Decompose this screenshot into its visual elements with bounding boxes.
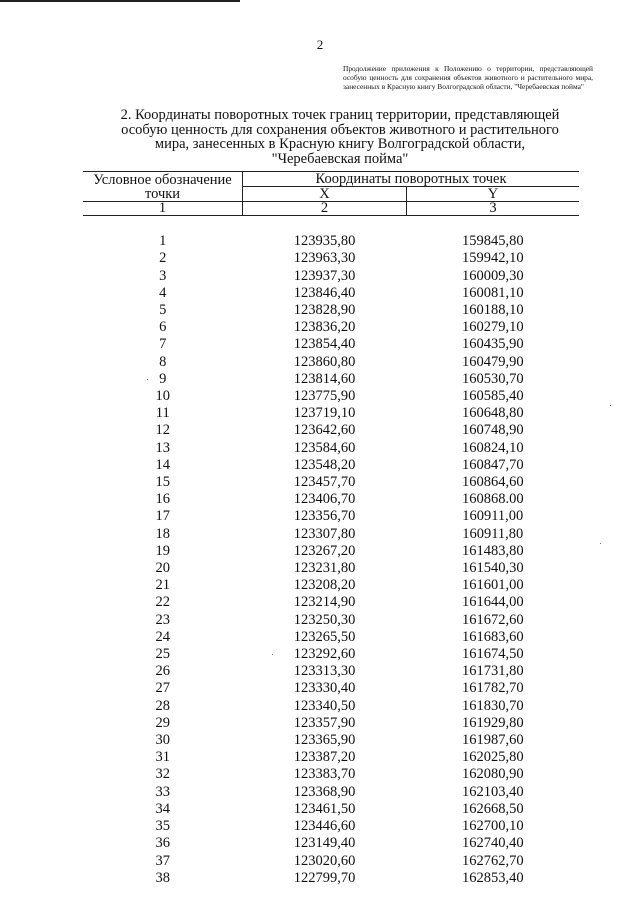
table-row [83, 715, 579, 732]
table-row [83, 560, 579, 577]
point-number-cell: 25 [155, 646, 170, 663]
table-row [83, 371, 579, 388]
x-coordinate-cell: 123461,50 [293, 800, 356, 817]
y-coordinate-cell: 160847,70 [461, 456, 524, 473]
point-number-cell: 3 [159, 267, 167, 284]
y-coordinate-cell: 161782,70 [461, 680, 524, 697]
x-coordinate-cell: 123963,30 [293, 250, 356, 267]
point-designation-header: Условное обозначение точки [83, 172, 243, 202]
point-number-cell: 21 [155, 577, 170, 594]
point-number-cell: 10 [155, 388, 170, 405]
table-row [83, 474, 579, 491]
x-coordinate-cell: 123292,60 [293, 646, 356, 663]
point-number-cell: 20 [155, 560, 170, 577]
table-row [83, 629, 579, 646]
y-coordinate-cell: 160748,90 [461, 422, 524, 439]
y-coordinate-cell: 161987,60 [461, 732, 524, 749]
table-row [83, 440, 579, 457]
y-coordinate-cell: 161540,30 [461, 560, 524, 577]
y-coordinate-cell: 160648,80 [461, 405, 524, 422]
heading-line: особую ценность для сохранения объектов животного и растительного [121, 121, 559, 138]
x-coordinate-cell: 123020,60 [293, 852, 356, 869]
y-coordinate-cell: 162740,40 [461, 835, 524, 852]
y-coordinate-cell: 160530,70 [461, 370, 524, 387]
point-number-cell: 16 [155, 491, 170, 508]
point-number-cell: 13 [155, 439, 170, 456]
y-coordinate-cell: 161601,00 [461, 577, 524, 594]
appendix-continuation-note: Продолжение приложения к Положению о территории, представляющей особую ценность для сохранения объектов животного и растительного мира, занесенных в Красную книгу Волгоградской области, "Черебаевская пойма" [343, 64, 593, 92]
scan-speck [600, 543, 601, 544]
table-row [83, 801, 579, 818]
x-coordinate-cell: 123854,40 [293, 336, 356, 353]
point-number-cell: 30 [155, 732, 170, 749]
table-row [83, 663, 579, 680]
heading-line: 2. Координаты поворотных точек границ территории, представляющей [120, 107, 560, 123]
x-coordinate-cell: 123584,60 [293, 439, 356, 456]
table-row [83, 732, 579, 749]
table-row [83, 766, 579, 783]
point-number-cell: 12 [155, 422, 170, 439]
y-coordinate-cell: 161483,80 [461, 542, 524, 559]
y-coordinate-cell: 161644,00 [461, 594, 524, 611]
table-row [83, 422, 579, 439]
x-coordinate-cell: 123307,80 [293, 525, 356, 542]
y-coordinate-cell: 159845,80 [461, 233, 524, 250]
table-spacer [83, 216, 579, 234]
y-coordinate-cell: 161731,80 [461, 663, 524, 680]
x-coordinate-cell: 123365,90 [293, 732, 356, 749]
y-coordinate-cell: 162080,90 [461, 766, 524, 783]
table-row [83, 749, 579, 766]
point-number-cell: 37 [155, 852, 170, 869]
y-coordinate-cell: 160911,80 [462, 525, 524, 542]
y-coordinate-cell: 160009,30 [461, 267, 524, 284]
y-coordinate-cell: 160911,00 [462, 508, 524, 525]
x-coordinate-cell: 123937,30 [293, 267, 356, 284]
x-coordinate-cell: 123719,10 [293, 405, 356, 422]
x-coordinate-cell: 123250,30 [293, 611, 356, 628]
table-row [83, 508, 579, 525]
point-number-cell: 1 [159, 233, 167, 250]
coordinates-group-header: Координаты поворотных точек [243, 172, 580, 187]
x-coordinate-cell: 123214,90 [293, 594, 356, 611]
y-coordinate-cell: 162762,70 [461, 852, 524, 869]
table-row [83, 577, 579, 594]
table-row [83, 784, 579, 801]
table-row [83, 233, 579, 250]
table-row [83, 354, 579, 371]
y-coordinate-cell: 160081,10 [461, 284, 524, 301]
x-coordinate-cell: 123935,80 [293, 233, 356, 250]
point-number-cell: 36 [155, 835, 170, 852]
table-row [83, 870, 579, 887]
y-coordinate-cell: 161672,60 [461, 611, 524, 628]
point-number-cell: 31 [155, 749, 170, 766]
point-number-cell: 7 [159, 336, 167, 353]
y-coordinate-cell: 160824,10 [461, 439, 524, 456]
x-coordinate-cell: 123383,70 [293, 766, 356, 783]
table-row [83, 268, 579, 285]
x-column-header: X [243, 187, 407, 202]
x-coordinate-cell: 123860,80 [293, 353, 356, 370]
x-coordinate-cell: 123368,90 [293, 783, 356, 800]
point-number-cell: 14 [155, 456, 170, 473]
point-number-cell: 5 [159, 302, 167, 318]
x-coordinate-cell: 123548,20 [293, 456, 356, 473]
x-coordinate-cell: 122799,70 [293, 869, 356, 886]
x-coordinate-cell: 123457,70 [293, 474, 356, 491]
y-coordinate-cell: 162853,40 [461, 869, 524, 886]
y-coordinate-cell: 159942,10 [461, 250, 524, 267]
point-number-cell: 26 [155, 663, 170, 680]
point-number-cell: 2 [159, 250, 167, 267]
point-number-cell: 34 [155, 800, 170, 817]
table-row [83, 543, 579, 560]
x-coordinate-cell: 123208,20 [293, 577, 356, 594]
point-number-cell: 23 [155, 611, 170, 628]
table-row [83, 388, 579, 405]
x-coordinate-cell: 123406,70 [293, 491, 356, 508]
y-coordinate-cell: 161683,60 [461, 628, 524, 645]
table-row [83, 835, 579, 852]
y-coordinate-cell: 160868.00 [461, 491, 524, 508]
table-row [83, 818, 579, 835]
y-coordinate-cell: 161830,70 [461, 697, 524, 714]
point-number-cell: 17 [155, 508, 170, 525]
coordinates-table [83, 171, 579, 887]
table-row [83, 457, 579, 474]
point-number-cell: 19 [155, 542, 170, 559]
table-row [83, 853, 579, 870]
heading-line: "Черебаевская пойма" [271, 150, 409, 167]
column-number: 2 [243, 202, 407, 216]
page-number: 2 [316, 37, 324, 52]
x-coordinate-cell: 123267,20 [293, 542, 356, 559]
y-coordinate-cell: 160864,60 [461, 474, 524, 491]
x-coordinate-cell: 123357,90 [293, 714, 356, 731]
point-number-cell: 9 [159, 370, 167, 387]
point-number-cell: 11 [155, 405, 170, 422]
table-row [83, 612, 579, 629]
x-coordinate-cell: 123387,20 [293, 749, 356, 766]
y-coordinate-cell: 160279,10 [461, 319, 524, 336]
x-coordinate-cell: 123775,90 [293, 388, 356, 405]
column-number: 3 [407, 202, 580, 216]
point-number-cell: 33 [155, 783, 170, 800]
y-coordinate-cell: 162668,50 [461, 800, 524, 817]
y-coordinate-cell: 160479,90 [461, 353, 524, 370]
y-coordinate-cell: 160435,90 [461, 336, 524, 353]
point-number-cell: 18 [155, 525, 170, 542]
point-number-cell: 29 [155, 714, 170, 731]
point-number-cell: 4 [159, 284, 167, 301]
y-coordinate-cell: 162025,80 [461, 749, 524, 766]
scan-speck [272, 654, 273, 655]
table-row [83, 319, 579, 336]
point-number-cell: 24 [155, 628, 170, 645]
x-coordinate-cell: 123265,50 [293, 628, 356, 645]
table-row [83, 405, 579, 422]
y-coordinate-cell: 160585,40 [461, 388, 524, 405]
section-heading [80, 108, 600, 166]
point-number-cell: 27 [155, 680, 170, 697]
coordinates-table-body [83, 216, 579, 887]
table-row [83, 285, 579, 302]
x-coordinate-cell: 123149,40 [293, 835, 356, 852]
table-row [83, 698, 579, 715]
x-coordinate-cell: 123446,60 [293, 818, 356, 835]
x-coordinate-cell: 123814,60 [293, 370, 356, 387]
x-coordinate-cell: 123231,80 [293, 560, 356, 577]
x-coordinate-cell: 123846,40 [293, 284, 356, 301]
point-number-cell: 38 [155, 869, 170, 886]
table-row [83, 526, 579, 543]
x-coordinate-cell: 123340,50 [293, 697, 356, 714]
x-coordinate-cell: 123313,30 [293, 663, 356, 680]
table-row [83, 646, 579, 663]
x-coordinate-cell: 123356,70 [293, 508, 356, 525]
x-coordinate-cell: 123330,40 [293, 680, 356, 697]
heading-line: мира, занесенных в Красную книгу Волгоградской области, [154, 136, 526, 152]
point-number-cell: 8 [159, 353, 167, 370]
scan-speck [147, 379, 148, 380]
table-row [83, 302, 579, 319]
x-coordinate-cell: 123642,60 [293, 422, 356, 439]
table-row [83, 250, 579, 267]
table-row [83, 491, 579, 508]
point-number-cell: 22 [155, 594, 170, 611]
top-edge-rule [0, 0, 240, 2]
y-coordinate-cell: 162700,10 [461, 818, 524, 835]
point-number-cell: 28 [155, 697, 170, 714]
y-coordinate-cell: 162103,40 [461, 783, 524, 800]
point-number-cell: 32 [155, 766, 170, 783]
point-number-cell: 35 [155, 818, 170, 835]
y-column-header: Y [407, 187, 580, 202]
table-row [83, 336, 579, 353]
y-coordinate-cell: 161929,80 [461, 714, 524, 731]
column-number: 1 [83, 202, 243, 216]
point-number-cell: 15 [155, 474, 170, 491]
point-number-cell: 6 [159, 319, 167, 336]
y-coordinate-cell: 161674,50 [461, 646, 524, 663]
table-row [83, 680, 579, 697]
x-coordinate-cell: 123836,20 [293, 319, 356, 336]
x-coordinate-cell: 123828,90 [293, 302, 356, 318]
y-coordinate-cell: 160188,10 [461, 302, 524, 318]
scan-speck [610, 405, 611, 406]
table-row [83, 594, 579, 611]
